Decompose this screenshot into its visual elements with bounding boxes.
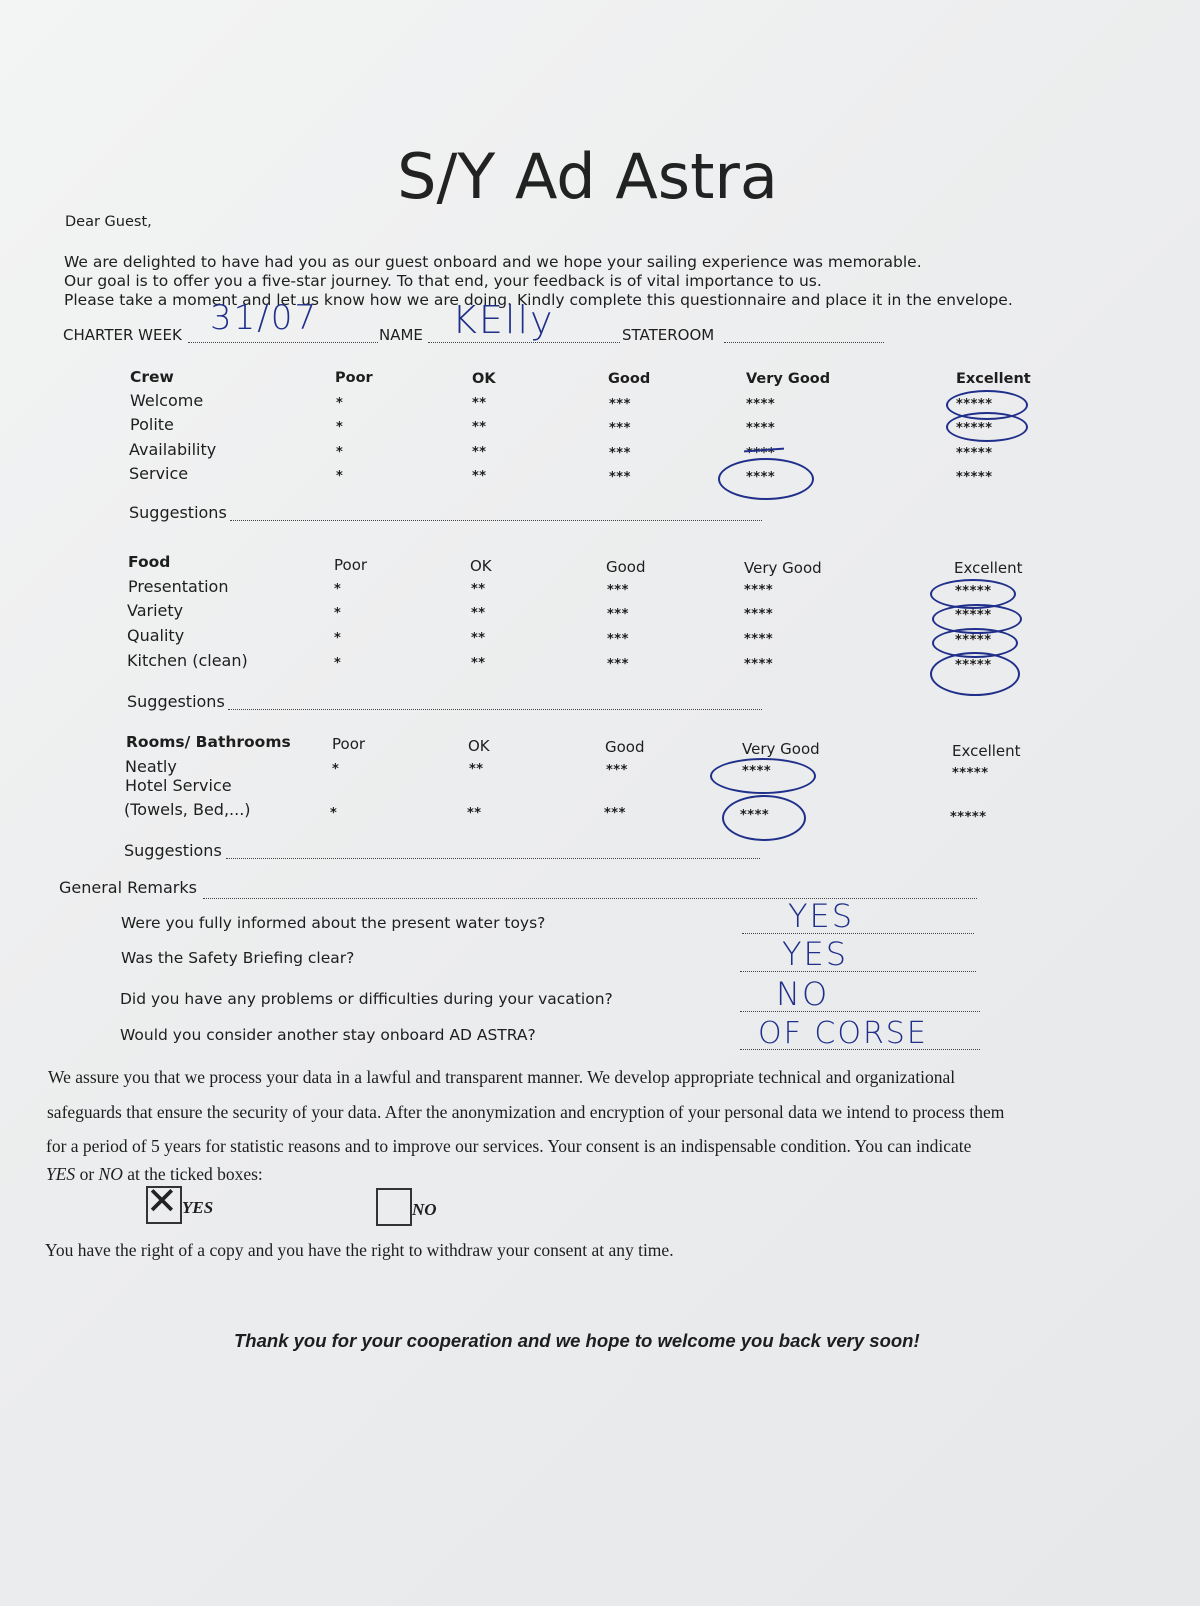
name-label: NAME bbox=[379, 326, 423, 344]
food-col-very-good: Very Good bbox=[744, 559, 822, 577]
intro-line-2: Our goal is to offer you a five-star journey. To that end, your feedback is of vital importance to us. bbox=[64, 272, 822, 290]
crew-row1-stars-2[interactable]: ** bbox=[472, 396, 487, 411]
crew-row4-stars-4[interactable]: **** bbox=[746, 470, 776, 485]
answer-safety-briefing[interactable]: YES bbox=[782, 935, 849, 973]
crew-row2-stars-1[interactable]: * bbox=[336, 420, 344, 435]
rooms-row1-stars-3[interactable]: *** bbox=[606, 763, 628, 778]
crew-suggestions-line[interactable] bbox=[230, 520, 762, 521]
charter-week-line bbox=[188, 342, 378, 343]
question-problems: Did you have any problems or difficulties during your vacation? bbox=[120, 990, 613, 1008]
crew-row3-stars-1[interactable]: * bbox=[336, 445, 344, 460]
question-another-stay: Would you consider another stay onboard AD ASTRA? bbox=[120, 1026, 536, 1044]
crew-row2-stars-5[interactable]: ***** bbox=[956, 421, 993, 436]
food-heading: Food bbox=[128, 553, 171, 571]
privacy-rights: You have the right of a copy and you have the right to withdraw your consent at any time. bbox=[45, 1240, 674, 1260]
privacy-line-3: for a period of 5 years for statistic reasons and to improve our services. Your consent is an indispensable condition. You can indicate bbox=[46, 1136, 972, 1156]
question-water-toys: Were you fully informed about the present water toys? bbox=[121, 914, 546, 932]
crew-row2-stars-2[interactable]: ** bbox=[472, 420, 487, 435]
crew-row1-stars-5[interactable]: ***** bbox=[956, 397, 993, 412]
intro-line-3: Please take a moment and let us know how we are doing. Kindly complete this questionnaire and place it in the envelope. bbox=[64, 291, 1013, 309]
crew-col-poor: Poor bbox=[335, 370, 373, 386]
privacy-or-word: or bbox=[75, 1164, 99, 1184]
food-row4-stars-3[interactable]: *** bbox=[607, 657, 629, 672]
rooms-col-ok: OK bbox=[468, 737, 490, 755]
rooms-col-very-good: Very Good bbox=[742, 740, 820, 758]
crew-row4-stars-3[interactable]: *** bbox=[609, 470, 631, 485]
food-row2-stars-1[interactable]: * bbox=[334, 606, 342, 621]
crew-row1-stars-4[interactable]: **** bbox=[746, 397, 776, 412]
stateroom-label: STATEROOM bbox=[622, 326, 715, 344]
crew-col-excellent: Excellent bbox=[956, 371, 1031, 387]
consent-no-checkbox[interactable] bbox=[376, 1188, 412, 1226]
rooms-row2-stars-1[interactable]: * bbox=[330, 806, 338, 821]
rooms-row1-stars-5[interactable]: ***** bbox=[952, 766, 989, 781]
food-col-ok: OK bbox=[470, 557, 492, 575]
crew-suggestions-label: Suggestions bbox=[129, 503, 227, 522]
rooms-col-excellent: Excellent bbox=[952, 742, 1021, 760]
crew-row4-stars-2[interactable]: ** bbox=[472, 469, 487, 484]
crew-row1-stars-1[interactable]: * bbox=[336, 396, 344, 411]
charter-week-value[interactable]: 31/07 bbox=[210, 298, 318, 338]
general-remarks-label: General Remarks bbox=[59, 878, 197, 897]
food-suggestions-line[interactable] bbox=[228, 709, 762, 710]
food-row4-stars-2[interactable]: ** bbox=[471, 656, 486, 671]
food-suggestions-label: Suggestions bbox=[127, 692, 225, 711]
crew-item-welcome: Welcome bbox=[130, 391, 204, 410]
food-item-presentation: Presentation bbox=[128, 577, 229, 596]
crew-heading: Crew bbox=[130, 368, 174, 386]
general-remarks-line[interactable] bbox=[203, 898, 977, 899]
rooms-item-hotel-service: Hotel Service bbox=[125, 776, 232, 795]
food-row4-stars-4[interactable]: **** bbox=[744, 657, 774, 672]
rooms-row1-stars-1[interactable]: * bbox=[332, 762, 340, 777]
rooms-row1-stars-2[interactable]: ** bbox=[469, 762, 484, 777]
consent-yes-mark: ✕ bbox=[146, 1179, 178, 1223]
food-col-poor: Poor bbox=[334, 556, 368, 574]
rooms-row2-stars-3[interactable]: *** bbox=[604, 806, 626, 821]
food-row3-stars-2[interactable]: ** bbox=[471, 631, 486, 646]
food-col-good: Good bbox=[606, 558, 646, 576]
answer-line-safety-briefing bbox=[740, 971, 976, 972]
intro-line-1: We are delighted to have had you as our guest onboard and we hope your sailing experience was memorable. bbox=[64, 253, 922, 271]
privacy-rest: at the ticked boxes: bbox=[122, 1164, 263, 1184]
rooms-item-hotel-service-detail: (Towels, Bed,...) bbox=[124, 800, 251, 819]
food-row1-stars-5[interactable]: ***** bbox=[955, 584, 992, 599]
answer-another-stay[interactable]: OF CORSE bbox=[758, 1016, 928, 1051]
privacy-no-word: NO bbox=[98, 1164, 123, 1184]
rooms-suggestions-line[interactable] bbox=[226, 858, 760, 859]
privacy-yes-word: YES bbox=[46, 1164, 76, 1184]
stateroom-line[interactable] bbox=[724, 342, 884, 343]
rooms-row1-stars-4[interactable]: **** bbox=[742, 764, 772, 779]
crew-row3-stars-3[interactable]: *** bbox=[609, 446, 631, 461]
answer-problems[interactable]: NO bbox=[776, 975, 830, 1013]
food-row4-stars-1[interactable]: * bbox=[334, 656, 342, 671]
food-item-quality: Quality bbox=[127, 626, 185, 645]
food-row1-stars-2[interactable]: ** bbox=[471, 582, 486, 597]
food-row4-stars-5[interactable]: ***** bbox=[955, 658, 992, 673]
food-row2-stars-2[interactable]: ** bbox=[471, 606, 486, 621]
rooms-suggestions-label: Suggestions bbox=[124, 841, 222, 860]
privacy-line-2: safeguards that ensure the security of your data. After the anonymization and encryption of your personal data we intend to process them bbox=[47, 1102, 1005, 1122]
answer-line-water-toys bbox=[742, 933, 974, 934]
rooms-heading: Rooms/ Bathrooms bbox=[126, 733, 291, 751]
crew-col-very-good: Very Good bbox=[746, 371, 831, 387]
crew-row3-stars-5[interactable]: ***** bbox=[956, 446, 993, 461]
crew-row2-stars-4[interactable]: **** bbox=[746, 421, 776, 436]
selection-circle bbox=[930, 652, 1020, 696]
consent-yes-label: YES bbox=[182, 1198, 214, 1217]
food-row2-stars-4[interactable]: **** bbox=[744, 607, 774, 622]
greeting: Dear Guest, bbox=[65, 214, 152, 230]
food-row1-stars-1[interactable]: * bbox=[334, 582, 342, 597]
food-row3-stars-5[interactable]: ***** bbox=[955, 633, 992, 648]
food-row3-stars-1[interactable]: * bbox=[334, 631, 342, 646]
crew-col-ok: OK bbox=[472, 371, 496, 387]
document-title: S/Y Ad Astra bbox=[397, 140, 778, 213]
selection-circle bbox=[710, 758, 816, 794]
food-row3-stars-3[interactable]: *** bbox=[607, 632, 629, 647]
food-item-variety: Variety bbox=[127, 601, 184, 620]
closing-message: Thank you for your cooperation and we hope to welcome you back very soon! bbox=[234, 1330, 920, 1351]
name-line bbox=[428, 342, 620, 343]
food-row2-stars-5[interactable]: ***** bbox=[955, 608, 992, 623]
crew-item-availability: Availability bbox=[129, 440, 217, 459]
name-value[interactable]: KElly bbox=[452, 298, 555, 342]
selection-circle bbox=[718, 458, 814, 500]
food-row1-stars-4[interactable]: **** bbox=[744, 583, 774, 598]
rooms-col-poor: Poor bbox=[332, 735, 366, 753]
rooms-row2-stars-4[interactable]: **** bbox=[740, 808, 770, 823]
privacy-line-1: We assure you that we process your data in a lawful and transparent manner. We develop appropriate technical and organizational bbox=[48, 1067, 956, 1087]
food-item-kitchen: Kitchen (clean) bbox=[127, 651, 248, 670]
crew-row2-stars-3[interactable]: *** bbox=[609, 421, 631, 436]
answer-water-toys[interactable]: YES bbox=[788, 897, 855, 935]
food-row1-stars-3[interactable]: *** bbox=[607, 583, 629, 598]
question-safety-briefing: Was the Safety Briefing clear? bbox=[121, 949, 355, 967]
food-row2-stars-3[interactable]: *** bbox=[607, 607, 629, 622]
rooms-row2-stars-2[interactable]: ** bbox=[467, 806, 482, 821]
food-row3-stars-4[interactable]: **** bbox=[744, 632, 774, 647]
charter-week-label: CHARTER WEEK bbox=[63, 326, 182, 344]
crew-item-service: Service bbox=[129, 464, 189, 483]
crew-row3-stars-4[interactable]: **** bbox=[746, 446, 776, 461]
crew-item-polite: Polite bbox=[130, 415, 174, 434]
consent-no-label: NO bbox=[412, 1200, 437, 1219]
crew-row4-stars-5[interactable]: ***** bbox=[956, 470, 993, 485]
food-col-excellent: Excellent bbox=[954, 559, 1023, 577]
selection-circle bbox=[722, 795, 806, 841]
rooms-col-good: Good bbox=[605, 738, 645, 756]
crew-row4-stars-1[interactable]: * bbox=[336, 469, 344, 484]
selection-circle bbox=[946, 412, 1028, 442]
crew-col-good: Good bbox=[608, 371, 651, 387]
crew-row1-stars-3[interactable]: *** bbox=[609, 397, 631, 412]
rooms-item-neatly: Neatly bbox=[125, 757, 177, 776]
crew-row3-stars-2[interactable]: ** bbox=[472, 445, 487, 460]
rooms-row2-stars-5[interactable]: ***** bbox=[950, 810, 987, 825]
